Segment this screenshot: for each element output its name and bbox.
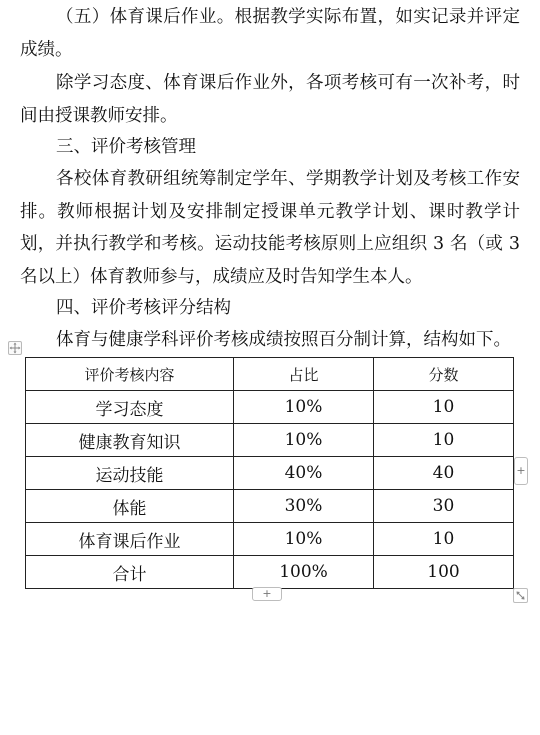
table-cell[interactable]: 10% — [234, 424, 374, 457]
table-cell[interactable]: 30% — [234, 490, 374, 523]
table-cell[interactable]: 40% — [234, 457, 374, 490]
table-cell[interactable]: 100 — [374, 556, 514, 589]
table-cell[interactable]: 10% — [234, 391, 374, 424]
table-resize-handle-icon[interactable] — [513, 588, 528, 603]
paragraph-score-intro: 体育与健康学科评价考核成绩按照百分制计算，结构如下。 — [56, 330, 511, 350]
table-cell[interactable]: 10 — [374, 523, 514, 556]
table-cell[interactable]: 10 — [374, 424, 514, 457]
table-row — [26, 490, 514, 523]
score-structure-table — [25, 357, 514, 589]
table-cell[interactable]: 30 — [374, 490, 514, 523]
table-header-row — [26, 358, 514, 391]
table-cell[interactable]: 10 — [374, 391, 514, 424]
heading-management: 三、评价考核管理 — [56, 137, 196, 157]
table-row — [26, 457, 514, 490]
table-cell[interactable]: 运动技能 — [26, 457, 234, 490]
table-cell[interactable]: 100% — [234, 556, 374, 589]
table-cell[interactable]: 学习态度 — [26, 391, 234, 424]
heading-score-structure: 四、评价考核评分结构 — [56, 298, 231, 318]
header-cell[interactable]: 评价考核内容 — [26, 358, 234, 391]
table-total-row — [26, 556, 514, 589]
table-row — [26, 391, 514, 424]
table-cell[interactable]: 40 — [374, 457, 514, 490]
table-cell[interactable]: 10% — [234, 523, 374, 556]
diagonal-resize-icon — [514, 589, 527, 602]
paragraph-makeup-exam: 除学习态度、体育课后作业外，各项考核可有一次补考，时间由授课教师安排。 — [20, 73, 520, 126]
four-arrows-move-icon — [9, 342, 21, 354]
table-cell[interactable]: 体能 — [26, 490, 234, 523]
paragraph-management: 各校体育教研组统筹制定学年、学期教学计划及考核工作安排。教师根据计划及安排制定授课单元教学计划、课时教学计划，并执行教学和考核。运动技能考核原则上应组织 3 名（或 3 名以上）体育教师参与，成绩应及时告知学生本人。 — [20, 169, 520, 287]
header-cell[interactable]: 分数 — [374, 358, 514, 391]
table-move-handle-icon[interactable] — [8, 341, 22, 355]
table-row — [26, 523, 514, 556]
table-row — [26, 424, 514, 457]
table-cell[interactable]: 体育课后作业 — [26, 523, 234, 556]
header-cell[interactable]: 占比 — [234, 358, 374, 391]
paragraph-homework: （五）体育课后作业。根据教学实际布置，如实记录并评定成绩。 — [20, 7, 520, 60]
table-cell[interactable]: 健康教育知识 — [26, 424, 234, 457]
add-column-button[interactable]: + — [514, 457, 528, 485]
add-row-button[interactable]: + — [252, 587, 282, 601]
table-cell[interactable]: 合计 — [26, 556, 234, 589]
